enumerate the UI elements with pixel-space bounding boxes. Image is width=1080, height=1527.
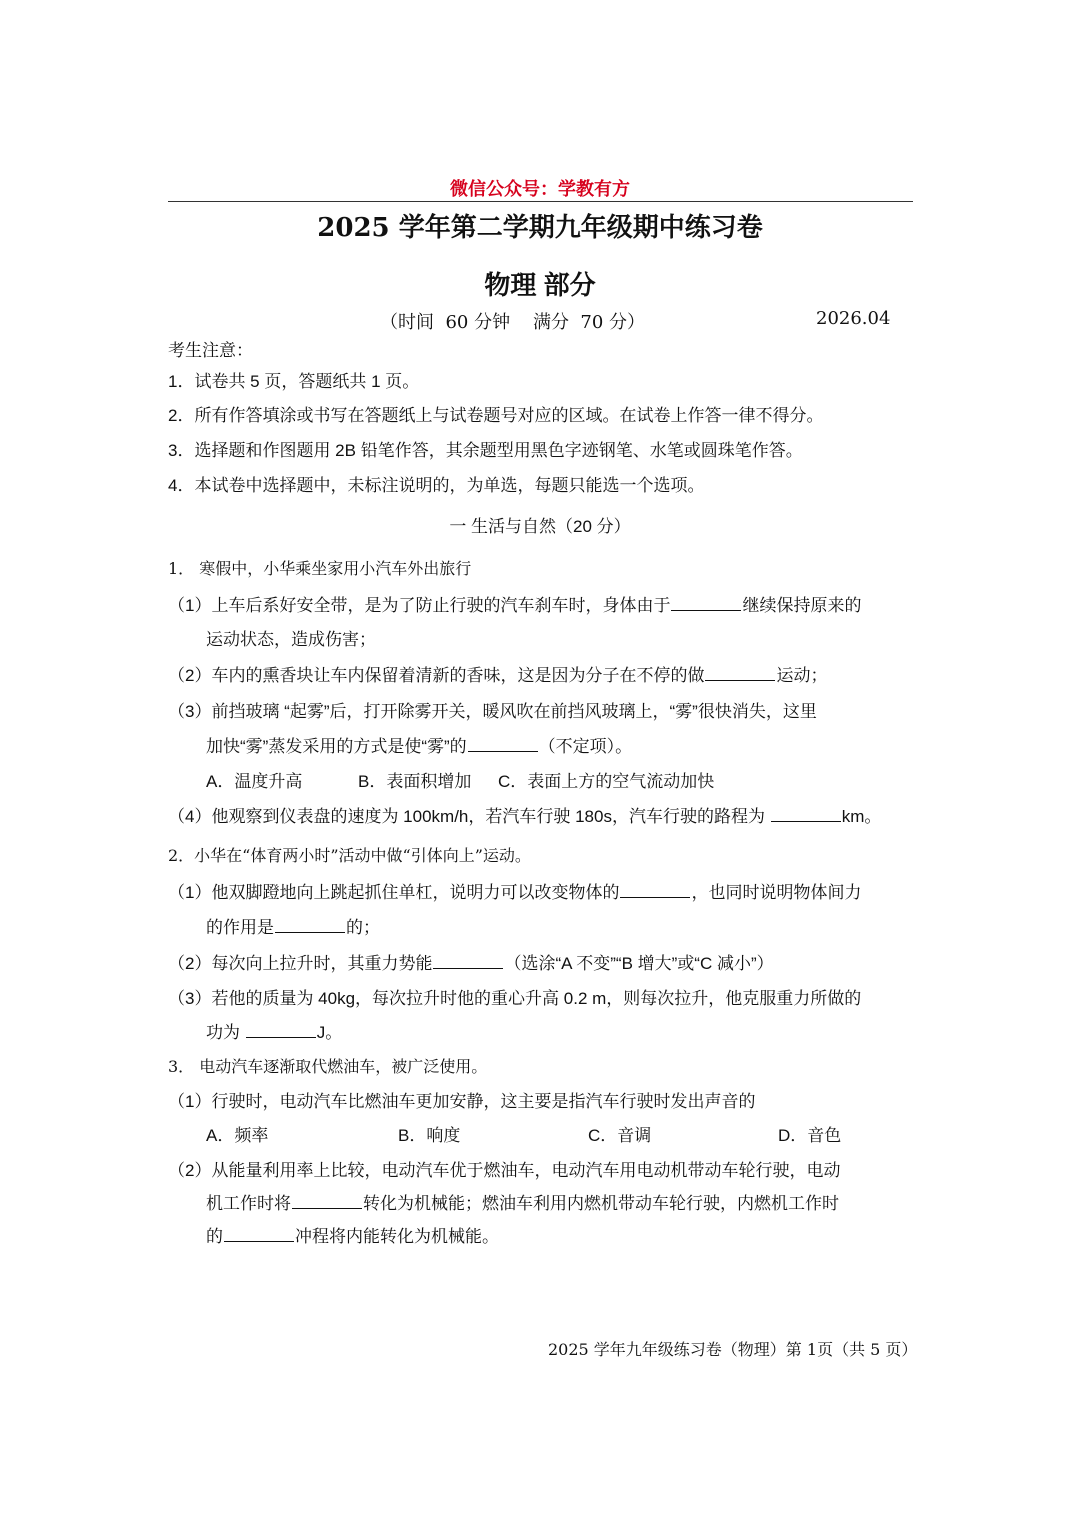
answer-blank — [468, 750, 538, 752]
question-3-part-2-cont: 的 冲程将内能转化为机械能。 — [206, 1227, 499, 1246]
option-d: D．音色 — [778, 1126, 842, 1145]
question-1-part-3: （3）前挡玻璃 “起雾”后，打开除雾开关，暖风吹在前挡风玻璃上，“雾”很快消失，这里 — [168, 702, 817, 721]
notice-heading: 考生注意： — [168, 341, 253, 360]
question-2-part-2: （2）每次向上拉升时，其重力势能 （选涂“A 不变”“B 增大”或“C 减小”） — [168, 954, 774, 973]
exam-subtitle: 物理 部分 — [484, 270, 596, 300]
answer-blank — [620, 896, 690, 898]
question-1-part-4: （4）他观察到仪表盘的速度为 100km/h，若汽车行驶 180s，汽车行驶的路程为 km。 — [168, 807, 882, 826]
question-1-part-1: （1）上车后系好安全带，是为了防止行驶的汽车刹车时，身体由于 继续保持原来的 — [168, 596, 862, 615]
question-2-part-1-cont: 的作用是 的； — [206, 918, 380, 937]
option-c: C．音调 — [588, 1126, 652, 1145]
question-2-part-3-cont: 功为 J。 — [206, 1023, 343, 1042]
notice-item: 1．试卷共 5 页，答题纸共 1 页。 — [168, 372, 420, 391]
watermark-header: 微信公众号：学教有方 — [450, 179, 630, 199]
exam-date: 2026.04 — [816, 308, 891, 329]
notice-item: 2．所有作答填涂或书写在答题纸上与试卷题号对应的区域。在试卷上作答一律不得分。 — [168, 406, 824, 425]
question-3-options — [206, 1121, 951, 1146]
question-2-part-1: （1）他双脚蹬地向上跳起抓住单杠，说明力可以改变物体的 ，也同时说明物体间力 — [168, 883, 862, 902]
notice-item: 3．选择题和作图题用 2B 铅笔作答，其余题型用黑色字迹钢笔、水笔或圆珠笔作答。 — [168, 441, 803, 460]
option-b: B．表面积增加 — [358, 772, 472, 791]
answer-blank — [705, 679, 775, 681]
answer-blank — [246, 1036, 316, 1038]
answer-blank — [292, 1207, 362, 1209]
answer-blank — [671, 609, 741, 611]
exam-time-info: （时间 60 分钟 满分 70 分） — [380, 312, 646, 333]
page-footer: 2025 学年九年级练习卷（物理）第 1页（共 5 页） — [548, 1340, 918, 1359]
exam-title: 2025 学年第二学期九年级期中练习卷 — [317, 213, 763, 243]
option-a: A．温度升高 — [206, 772, 303, 791]
question-3-part-1: （1）行驶时，电动汽车比燃油车更加安静，这主要是指汽车行驶时发出声音的 — [168, 1092, 756, 1111]
question-1-options — [206, 767, 951, 792]
question-1-part-1-cont: 运动状态，造成伤害； — [206, 630, 376, 649]
question-1-stem: 1． 寒假中，小华乘坐家用小汽车外出旅行 — [168, 559, 472, 578]
option-b: B．响度 — [398, 1126, 461, 1145]
question-1-part-3-cont: 加快“雾”蒸发采用的方式是使“雾”的 （不定项）。 — [206, 737, 633, 756]
answer-blank — [275, 931, 345, 933]
answer-blank — [224, 1240, 294, 1242]
question-3-part-2: （2）从能量利用率上比较，电动汽车优于燃油车，电动汽车用电动机带动车轮行驶，电动 — [168, 1161, 841, 1180]
question-1-part-2: （2）车内的熏香块让车内保留着清新的香味，这是因为分子在不停的做 运动； — [168, 666, 828, 685]
section-heading: 一 生活与自然（20 分） — [449, 517, 631, 536]
notice-item: 4．本试卷中选择题中，未标注说明的，为单选，每题只能选一个选项。 — [168, 476, 705, 495]
option-c: C．表面上方的空气流动加快 — [498, 772, 715, 791]
question-2-part-3: （3）若他的质量为 40kg，每次拉升时他的重心升高 0.2 m，则每次拉升，他克服重力所做的 — [168, 989, 862, 1008]
answer-blank — [433, 967, 503, 969]
question-3-stem: 3． 电动汽车逐渐取代燃油车，被广泛使用。 — [168, 1057, 488, 1076]
header-rule — [168, 201, 913, 202]
question-2-stem: 2．小华在“体育两小时”活动中做“引体向上”运动。 — [168, 846, 531, 865]
option-a: A．频率 — [206, 1126, 269, 1145]
answer-blank — [771, 820, 841, 822]
question-3-part-2-cont: 机工作时将 转化为机械能；燃油车利用内燃机带动车轮行驶，内燃机工作时 — [206, 1194, 839, 1213]
